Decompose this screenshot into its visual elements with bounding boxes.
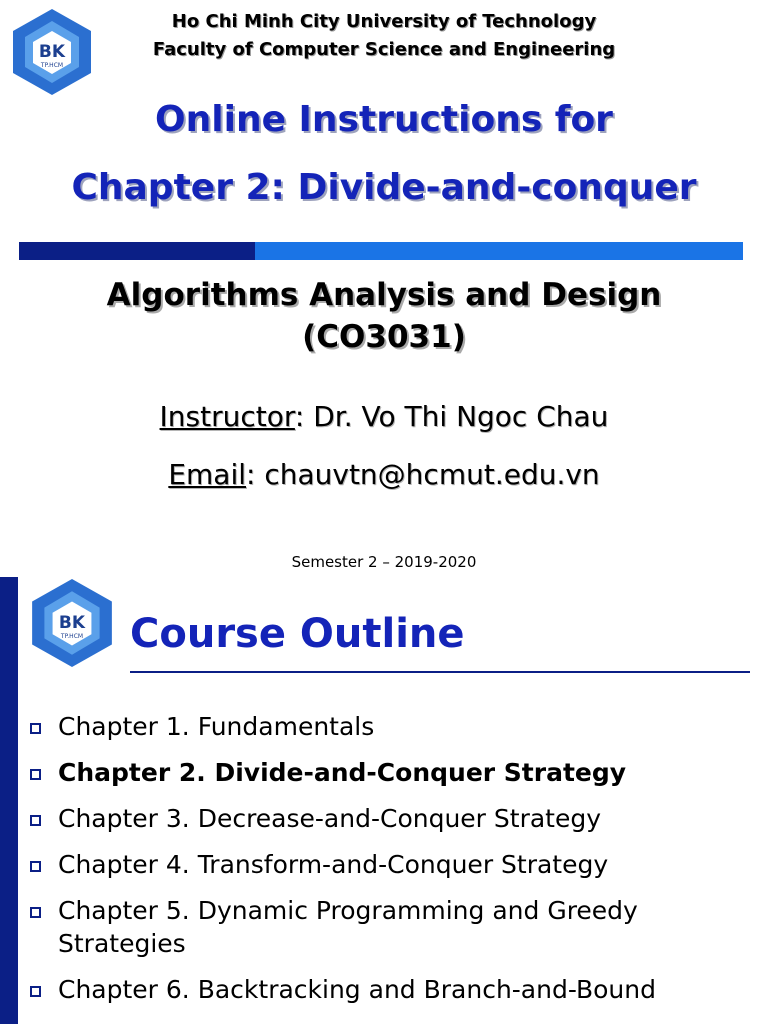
- university-logo: [7, 7, 97, 97]
- course-code: (CO3031): [302, 319, 466, 355]
- title-bar-light: [255, 242, 743, 260]
- title-bar-dark: [19, 242, 255, 260]
- slide-title-line1: Online Instructions for: [155, 99, 613, 140]
- outline-rule: [130, 671, 750, 673]
- logo-sub: TP.HCM: [40, 62, 64, 69]
- square-bullet-icon: [30, 861, 41, 872]
- outline-item-label: Chapter 1. Fundamentals: [58, 712, 375, 741]
- email-line: [0, 456, 768, 494]
- outline-list: [30, 710, 750, 1019]
- instructor-label: Instructor: [159, 400, 295, 433]
- faculty-name: Faculty of Computer Science and Engineering: [152, 39, 616, 60]
- outline-item-label: Chapter 6. Backtracking and Branch-and-Bound: [58, 975, 656, 1004]
- outline-item: [30, 973, 750, 1006]
- email-label: Email: [168, 458, 246, 491]
- outline-item-label: Chapter 3. Decrease-and-Conquer Strategy: [58, 804, 602, 833]
- email-value: : chauvtn@hcmut.edu.vn: [246, 458, 600, 491]
- outline-item: [30, 802, 750, 835]
- outline-logo: [26, 577, 118, 669]
- logo-brand: BK: [58, 613, 86, 633]
- square-bullet-icon: [30, 769, 41, 780]
- square-bullet-icon: [30, 986, 41, 997]
- square-bullet-icon: [30, 907, 41, 918]
- course-name: Algorithms Analysis and Design: [106, 277, 662, 313]
- square-bullet-icon: [30, 815, 41, 826]
- outline-item-selected: [30, 756, 750, 789]
- outline-item: [30, 894, 750, 960]
- logo-brand: BK: [38, 42, 66, 62]
- logo-sub: TP.HCM: [60, 633, 84, 640]
- outline-item-label: Chapter 2. Divide-and-Conquer Strategy: [58, 758, 627, 787]
- instructor-line: [0, 398, 768, 436]
- outline-item: [30, 848, 750, 881]
- semester-text: Semester 2 – 2019-2020: [291, 553, 477, 571]
- slide-title-line2: Chapter 2: Divide-and-conquer: [71, 167, 697, 208]
- slide-side-bar: [0, 577, 18, 1024]
- square-bullet-icon: [30, 723, 41, 734]
- university-name: Ho Chi Minh City University of Technology: [171, 11, 597, 32]
- outline-item-label: Chapter 5. Dynamic Programming and Greedy Strategies: [58, 896, 638, 958]
- outline-item-label: Chapter 4. Transform-and-Conquer Strategy: [58, 850, 609, 879]
- outline-item: [30, 710, 750, 743]
- outline-title: Course Outline: [130, 611, 465, 657]
- instructor-value: : Dr. Vo Thi Ngoc Chau: [294, 400, 609, 433]
